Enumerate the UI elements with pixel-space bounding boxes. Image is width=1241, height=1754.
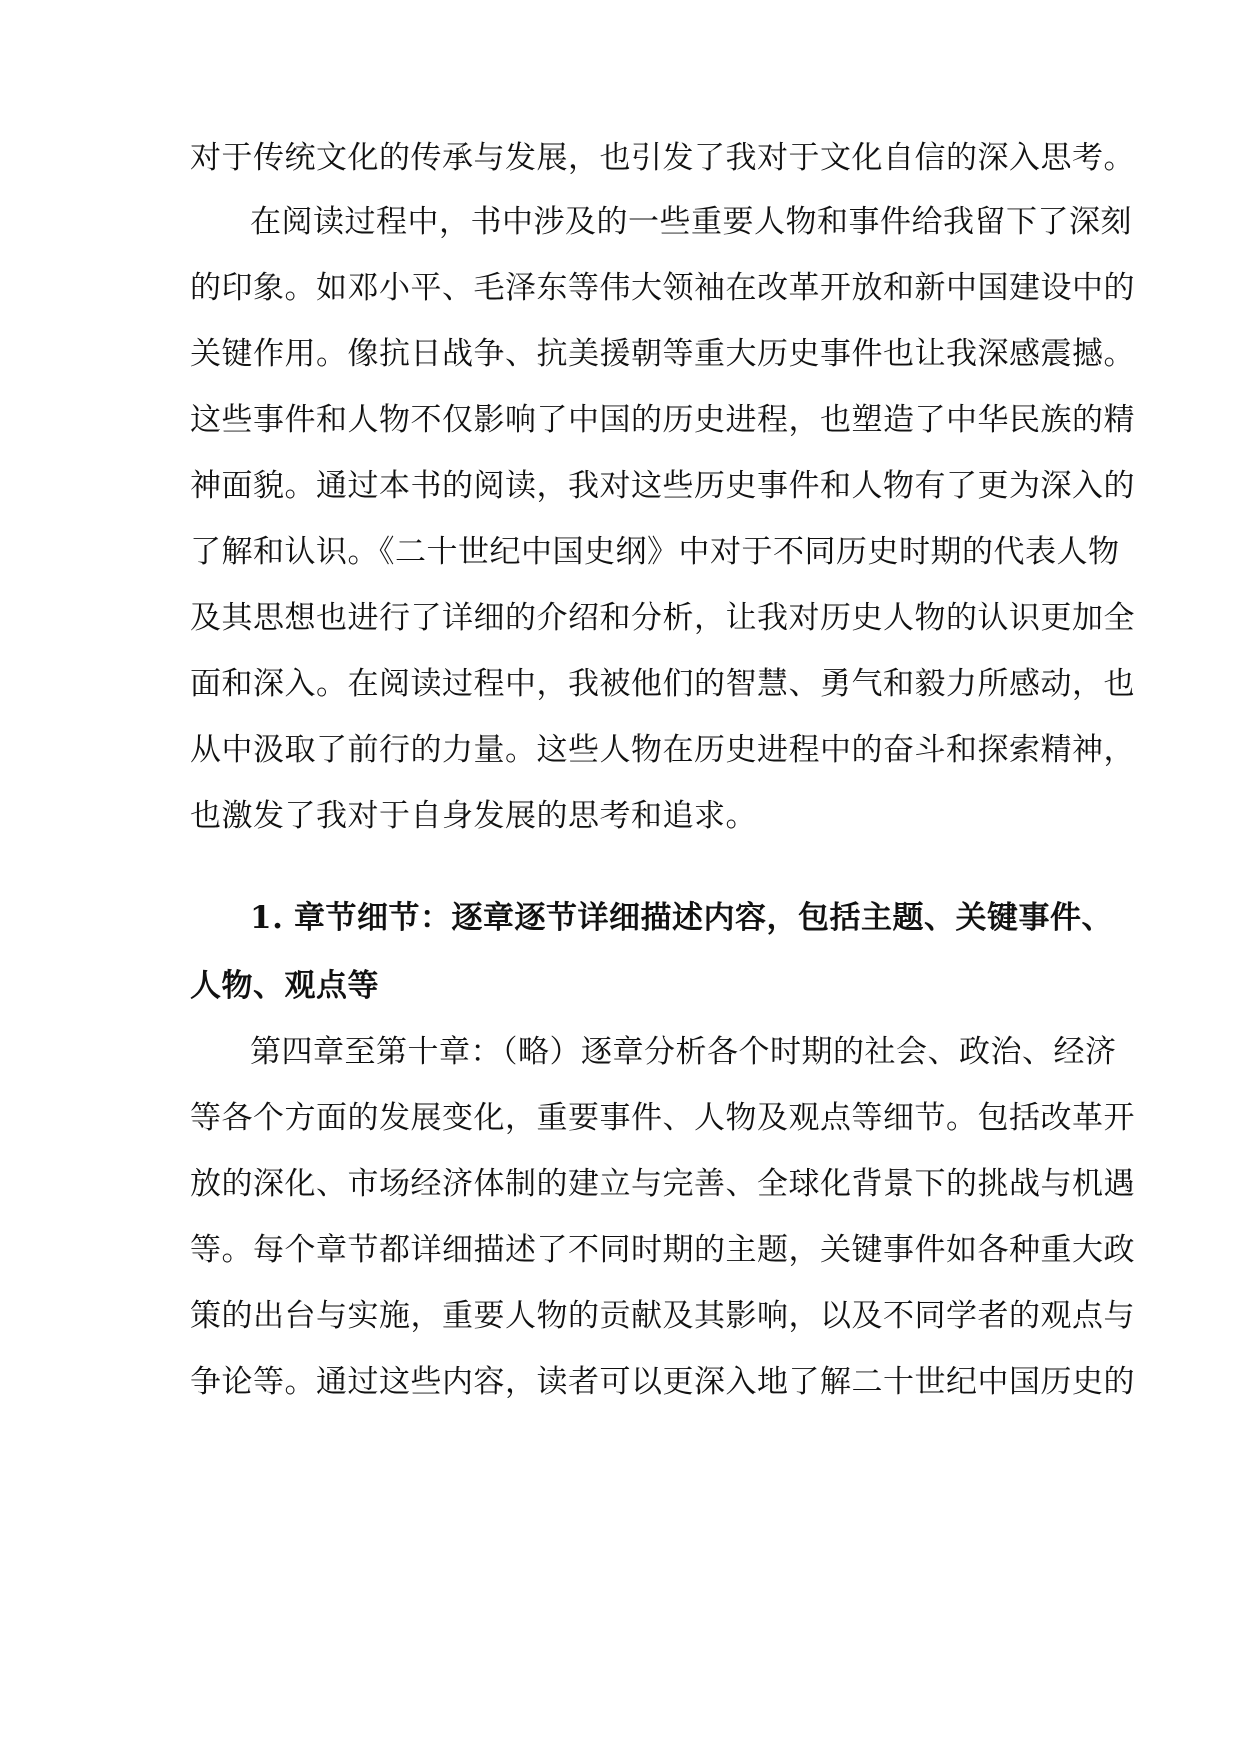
paragraph-line: 面和深入。在阅读过程中，我被他们的智慧、勇气和毅力所感动，也 [190, 666, 1135, 702]
paragraph-line: 的印象。如邓小平、毛泽东等伟大领袖在改革开放和新中国建设中的 [190, 270, 1135, 306]
paragraph-line: 神面貌。通过本书的阅读，我对这些历史事件和人物有了更为深入的 [190, 468, 1135, 504]
heading-number: 1. [250, 900, 284, 936]
paragraph-line: 关键作用。像抗日战争、抗美援朝等重大历史事件也让我深感震撼。 [190, 336, 1135, 372]
paragraph-line: 及其思想也进行了详细的介绍和分析，让我对历史人物的认识更加全 [190, 600, 1135, 636]
section-heading-continuation: 人物、观点等 [190, 968, 379, 1004]
paragraph-line: 等各个方面的发展变化，重要事件、人物及观点等细节。包括改革开 [190, 1100, 1135, 1136]
paragraph-line: 也激发了我对于自身发展的思考和追求。 [190, 798, 757, 834]
paragraph-line: 放的深化、市场经济体制的建立与完善、全球化背景下的挑战与机遇 [190, 1166, 1135, 1202]
paragraph-line: 等。每个章节都详细描述了不同时期的主题，关键事件如各种重大政 [190, 1232, 1135, 1268]
paragraph-line: 在阅读过程中，书中涉及的一些重要人物和事件给我留下了深刻 [250, 204, 1132, 240]
paragraph-line: 策的出台与实施，重要人物的贡献及其影响，以及不同学者的观点与 [190, 1298, 1135, 1334]
paragraph-line: 从中汲取了前行的力量。这些人物在历史进程中的奋斗和探索精神， [190, 732, 1135, 768]
paragraph-line: 对于传统文化的传承与发展，也引发了我对于文化自信的深入思考。 [190, 140, 1135, 176]
paragraph-line: 了解和认识。《二十世纪中国史纲》中对于不同历史时期的代表人物 [190, 534, 1120, 570]
paragraph-line: 争论等。通过这些内容，读者可以更深入地了解二十世纪中国历史的 [190, 1364, 1135, 1400]
paragraph-line: 这些事件和人物不仅影响了中国的历史进程，也塑造了中华民族的精 [190, 402, 1135, 438]
section-heading [250, 898, 1113, 938]
paragraph-line: 第四章至第十章：（略）逐章分析各个时期的社会、政治、经济 [250, 1034, 1117, 1070]
heading-text: 章节细节：逐章逐节详细描述内容，包括主题、关键事件、 [294, 900, 1113, 936]
